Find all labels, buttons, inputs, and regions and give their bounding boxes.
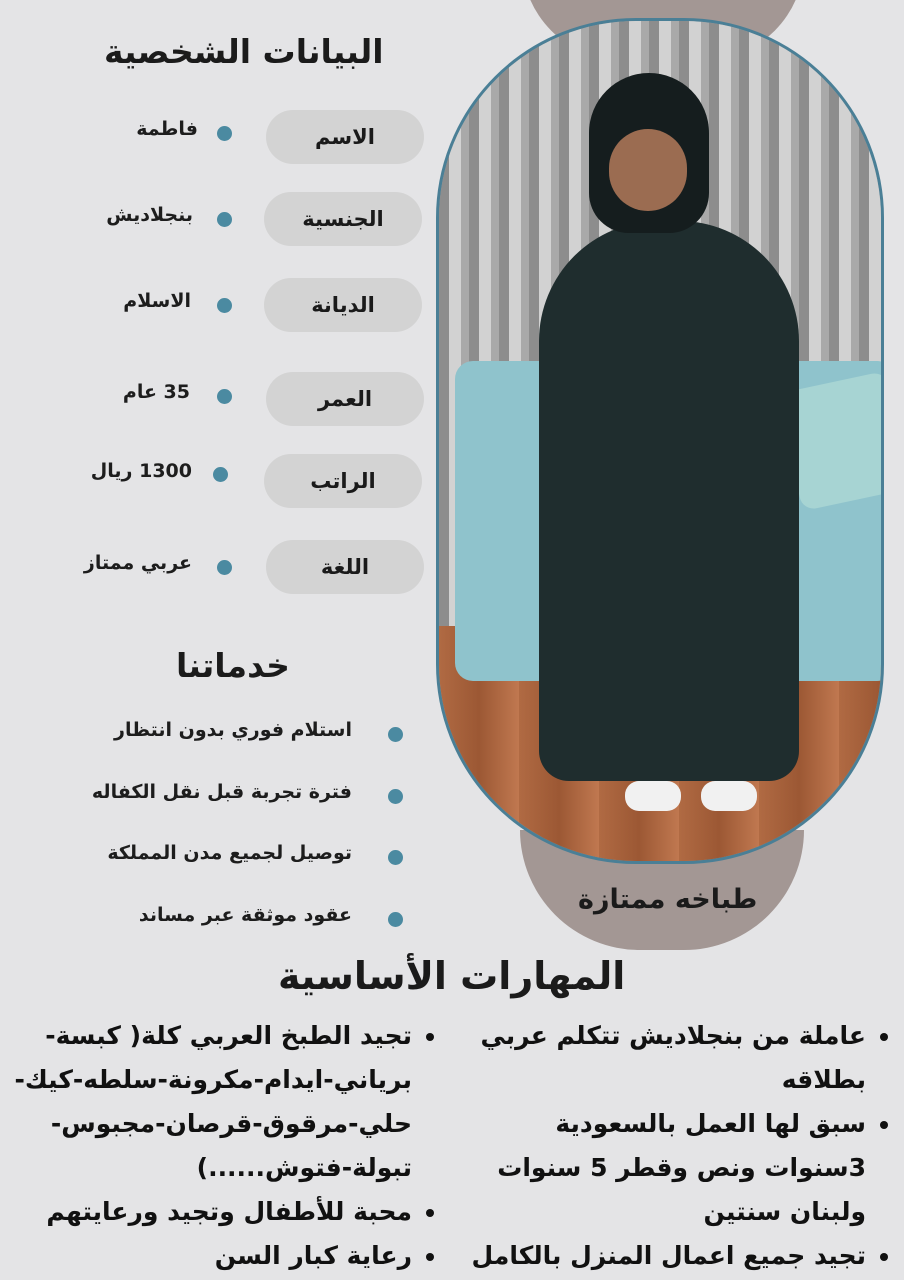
value-age: 35 عام	[122, 381, 190, 403]
bullet-icon	[217, 298, 232, 313]
skill-item: • محبة للأطفال وتجيد ورعايتهم	[4, 1190, 412, 1234]
photo-shoe-left	[625, 781, 681, 811]
value-nationality: بنجلاديش	[106, 204, 193, 226]
bullet-icon	[217, 212, 232, 227]
service-item: فترة تجربة قبل نقل الكفاله	[91, 781, 352, 803]
bullet-icon	[388, 789, 403, 804]
skill-item: • تجيد جميع اعمال المنزل بالكامل	[448, 1234, 866, 1278]
photo-shoe-right	[701, 781, 757, 811]
label-name: الاسم	[266, 110, 424, 164]
value-religion: الاسلام	[123, 290, 191, 312]
bullet-icon	[217, 126, 232, 141]
bullet-icon	[217, 560, 232, 575]
label-nationality: الجنسية	[264, 192, 422, 246]
personal-data-title: البيانات الشخصية	[104, 32, 384, 71]
bullet-icon	[217, 389, 232, 404]
services-title: خدماتنا	[176, 646, 290, 685]
value-salary: 1300 ريال	[90, 460, 192, 482]
bullet-icon	[213, 467, 228, 482]
bullet-icon	[388, 912, 403, 927]
photo-person-body	[539, 221, 799, 781]
photo-caption: طباخه ممتازة	[578, 884, 758, 915]
skill-item: • عاملة من بنجلاديش تتكلم عربي بطلاقه	[448, 1014, 866, 1102]
skills-title: المهارات الأساسية	[278, 954, 626, 998]
bullet-icon	[388, 850, 403, 865]
skill-item: • سبق لها العمل بالسعودية 3سنوات ونص وقطر 5 سنوات ولبنان سنتين	[448, 1102, 866, 1234]
label-language: اللغة	[266, 540, 424, 594]
skills-left-column	[4, 1014, 438, 1278]
skills-right-column	[448, 1014, 892, 1278]
photo-person-face	[609, 129, 687, 211]
worker-photo	[436, 18, 884, 864]
label-age: العمر	[266, 372, 424, 426]
service-item: استلام فوري بدون انتظار	[114, 719, 352, 741]
service-item: عقود موثقة عبر مساند	[138, 904, 352, 926]
label-religion: الديانة	[264, 278, 422, 332]
bullet-icon	[388, 727, 403, 742]
service-item: توصيل لجميع مدن المملكة	[107, 842, 352, 864]
label-salary: الراتب	[264, 454, 422, 508]
skill-item: • رعاية كبار السن	[4, 1234, 412, 1278]
value-language: عربي ممتاز	[83, 552, 192, 574]
value-name: فاطمة	[136, 118, 198, 140]
skill-item: • تجيد الطبخ العربي كلة( كبسة-برياني-ايدام-مكرونة-سلطه-كيك-حلي-مرقوق-قرصان-مجبوس-تبولة-فتوش......)	[4, 1014, 412, 1190]
